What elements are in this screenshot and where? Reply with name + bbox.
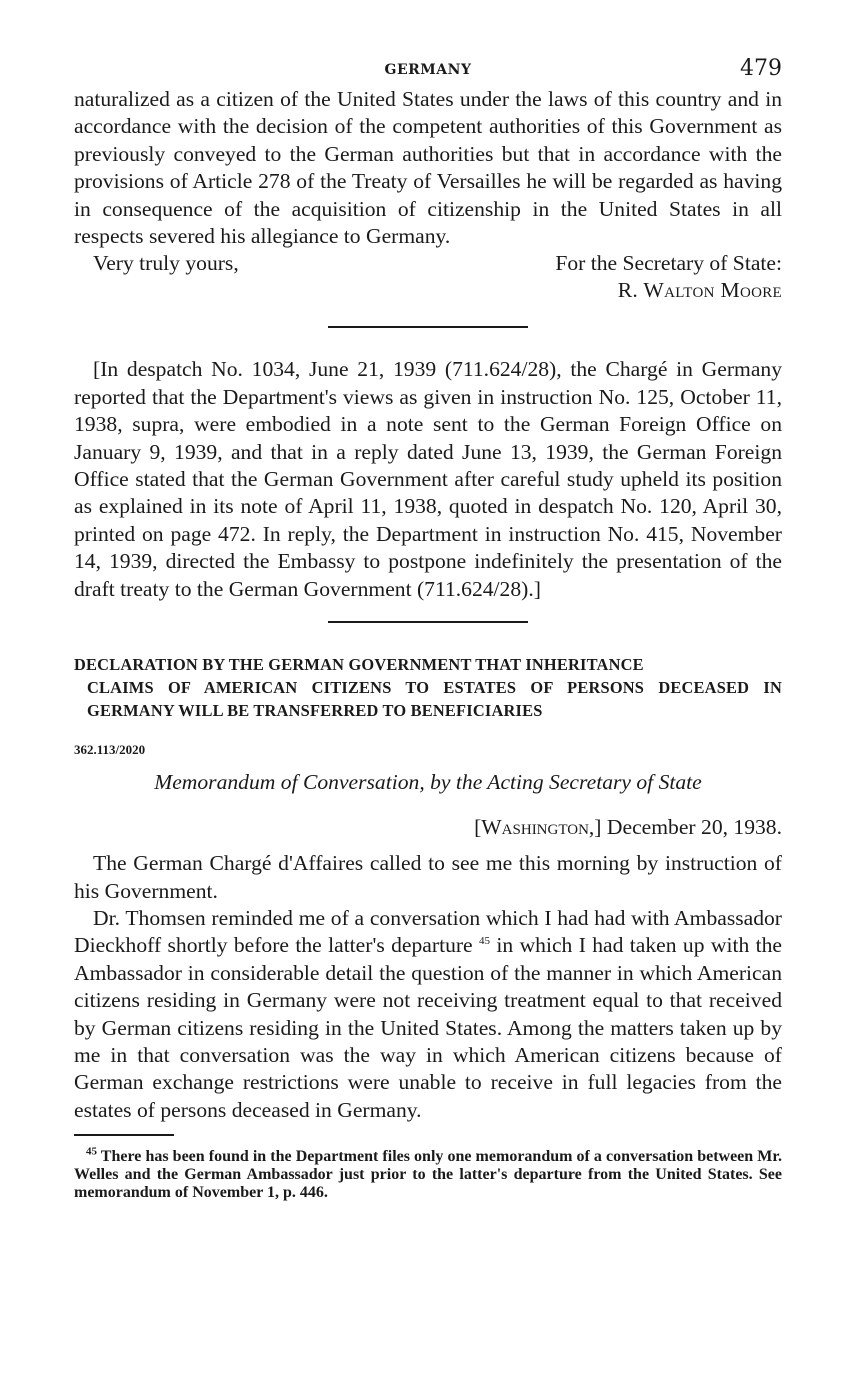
section-divider <box>328 326 528 328</box>
editorial-note: [In despatch No. 1034, June 21, 1939 (711.624/28), the Chargé in Germany reported that the Department's views as given in instruction No. 125, October 11, 1938, supra, were embodied in a note sent to the German Foreign Office on January 9, 1939, and that in a reply dated June 13, 1939, the German Foreign Office stated that the German Government after careful study upheld its position as explained in its note of April 11, 1938, quoted in despatch No. 120, April 30, printed on page 472. In reply, the Department in instruction No. 415, November 14, 1939, directed the Embassy to postpone indefinitely the presentation of the draft treaty to the German Government (711.624/28).] <box>74 357 782 601</box>
dateline <box>74 815 782 840</box>
running-title: GERMANY <box>384 62 472 78</box>
footnote-rule <box>74 1134 174 1136</box>
letter-closing <box>74 250 782 306</box>
page-number: 479 <box>740 56 782 81</box>
footnote <box>74 1145 782 1202</box>
memo-title: Memorandum of Conversation, by the Acting Secretary of State <box>154 770 702 795</box>
section-divider <box>328 621 528 623</box>
section-heading-line2: CLAIMS OF AMERICAN CITIZENS TO ESTATES OF PERSONS DECEASED IN GERMANY WILL BE TRANSFERRED TO BENEFICIARIES <box>87 678 782 721</box>
section-heading-line1: DECLARATION BY THE GERMAN GOVERNMENT THAT INHERITANCE <box>74 655 644 675</box>
date-place: [Washington,] <box>474 815 602 840</box>
signature: R. Walton Moore <box>617 278 782 303</box>
paragraph-text: in which I had taken up with the Ambassador in considerable detail the question of the manner in which American citizens residing in Germany were not receiving treatment equal to that received by German citizens residing in the United States. Among the matters taken up by me in that conversation was the way in which American citizens because of German exchange restrictions were unable to receive in full legacies from the estates of persons deceased in Germany. <box>74 933 783 1122</box>
file-number: 362.113/2020 <box>74 742 146 758</box>
footnote-marker: 45 <box>86 1145 97 1158</box>
signature-block: For the Secretary of State: <box>555 251 782 276</box>
footnote-text: There has been found in the Department files only one memorandum of a conversation between Mr. Welles and the German Ambassador just prior to the latter's departure from the United States. See memorandum of November 1, p. 446. <box>74 1148 782 1202</box>
paragraph: The German Chargé d'Affaires called to see me this morning by instruction of his Government. <box>74 851 782 903</box>
paragraph-text: Dr. Thomsen reminded me of a conversation which I had had with Ambassador Dieckhoff shortly before the latter's departure <box>74 905 782 958</box>
complimentary-close: Very truly yours, <box>93 251 239 276</box>
document-page <box>74 56 782 1202</box>
letter-continuation: naturalized as a citizen of the United States under the laws of this country and in accordance with the decision of the competent authorities of this Government as previously conveyed to the German authorities but that in accordance with the provisions of Article 278 of the Treaty of Versailles he will be regarded as having in consequence of the acquisition of citizenship in the United States in all respects severed his allegiance to Germany. <box>74 87 782 249</box>
footnote-reference[interactable]: 45 <box>479 935 491 948</box>
section-heading <box>74 653 782 722</box>
running-header <box>74 56 782 86</box>
paragraph <box>74 905 782 1124</box>
date: December 20, 1938. <box>606 815 782 840</box>
